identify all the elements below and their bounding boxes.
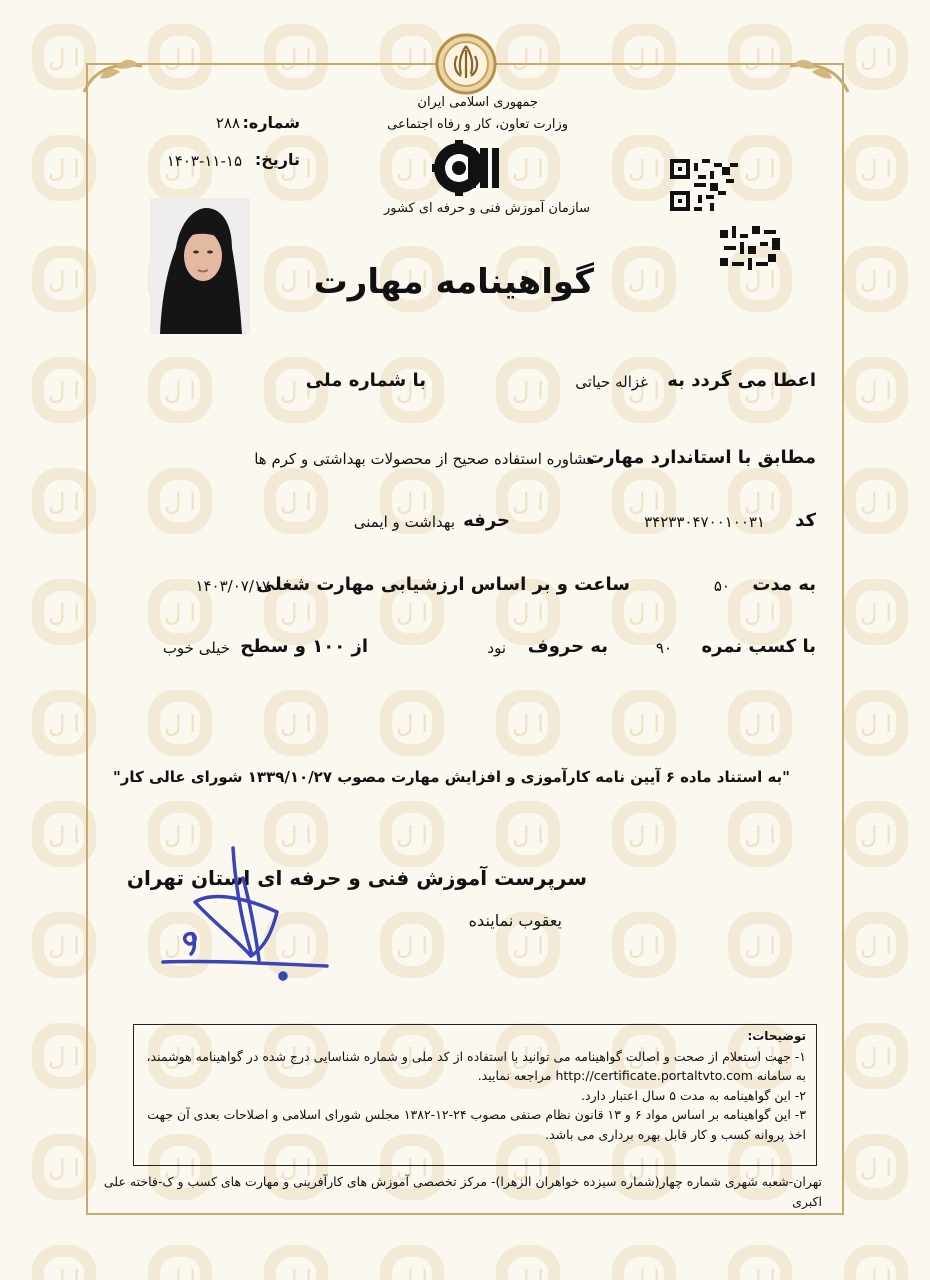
- duration-value: ۵۰: [713, 577, 730, 595]
- notes-title: توضیحات:: [747, 1029, 806, 1043]
- notes-item-3: ۳- این گواهینامه بر اساس مواد ۶ و ۱۳ قانون نظام صنفی مصوب ۲۴-۱۲-۱۳۸۲ مجلس شورای اسلامی و اصلاحات بعدی آن جهت اخذ پروانه کسب و کار قابل بهره برداری می باشد.: [147, 1107, 806, 1142]
- code-label: کد: [795, 510, 816, 531]
- date-value: ۱۴۰۳-۱۱-۱۵: [166, 152, 242, 170]
- tvto-logo-icon: [428, 134, 500, 198]
- notes-item-2: ۲- این گواهینامه به مدت ۵ سال اعتبار دارد.: [581, 1087, 806, 1103]
- duration-label: به مدت: [752, 574, 816, 595]
- awarded-value: غزاله حیاتی: [575, 373, 648, 391]
- number-label: شماره:: [242, 113, 300, 132]
- assessment-date: ۱۴۰۳/۰۷/۱۷: [195, 577, 270, 595]
- score-label: با کسب نمره: [701, 636, 816, 657]
- issuing-center: تهران-شعبه شهری شماره چهار(شماره سیزده خواهران الزهرا)- مرکز تخصصی آموزش های کارآفرینی و مهارت های کسب و ک-فاخته علی اکبری: [103, 1174, 822, 1209]
- standard-value: مشاوره استفاده صحیح از محصولات بهداشتی و کرم ها: [254, 450, 595, 468]
- organization-name: سازمان آموزش فنی و حرفه ای کشور: [383, 201, 590, 216]
- signatory-title: سرپرست آموزش فنی و حرفه ای استان تهران: [126, 866, 587, 890]
- letters-label: به حروف: [527, 636, 608, 657]
- level-label: از ۱۰۰ و سطح: [240, 636, 368, 657]
- score-value: ۹۰: [655, 639, 672, 657]
- ministry-line1: جمهوری اسلامی ایران: [417, 95, 538, 110]
- signatory-name: یعقوب نماینده: [468, 911, 562, 930]
- level-value: خیلی خوب: [162, 639, 230, 657]
- code-value: ۳۴۲۳۳۰۴۷۰۰۱۰۰۳۱: [644, 513, 765, 531]
- profession-label: حرفه: [463, 510, 510, 531]
- assessment-label: ساعت و بر اساس ارزشیابی مهارت شغلی: [256, 574, 630, 595]
- number-value: ۲۸۸: [215, 114, 240, 132]
- letters-value: نود: [487, 639, 506, 657]
- national-id-label: با شماره ملی: [305, 370, 426, 391]
- iran-emblem-icon: [431, 32, 501, 96]
- signature-icon: [155, 840, 335, 990]
- notes-box: [133, 1024, 817, 1166]
- standard-label: مطابق با استاندارد مهارت: [586, 447, 816, 468]
- notes-item-1: ۱- جهت استعلام از صحت و اصالت گواهینامه می توانید با استفاده از کد ملی و شماره شناسایی درج شده در گواهینامه هوشمند، به سامانه http://certificate.portaltvto.com مراجعه نمایید.: [146, 1048, 806, 1083]
- qr-code-small-icon: [720, 226, 780, 270]
- legal-basis-text: "به استناد ماده ۶ آیین نامه کارآموزی و افزایش مهارت مصوب ۱۳۳۹/۱۰/۲۷ شورای عالی کار": [112, 768, 790, 786]
- holder-photo: [150, 198, 250, 334]
- qr-code-icon: [670, 158, 738, 216]
- profession-value: بهداشت و ایمنی: [353, 513, 455, 531]
- certificate-title: گواهینامه مهارت: [313, 262, 594, 302]
- left-ornament-icon: [80, 52, 150, 96]
- right-ornament-icon: [782, 52, 852, 96]
- ministry-line2: وزارت تعاون، کار و رفاه اجتماعی: [387, 117, 568, 132]
- awarded-label: اعطا می گردد به: [667, 370, 816, 391]
- date-label: تاریخ:: [254, 150, 300, 169]
